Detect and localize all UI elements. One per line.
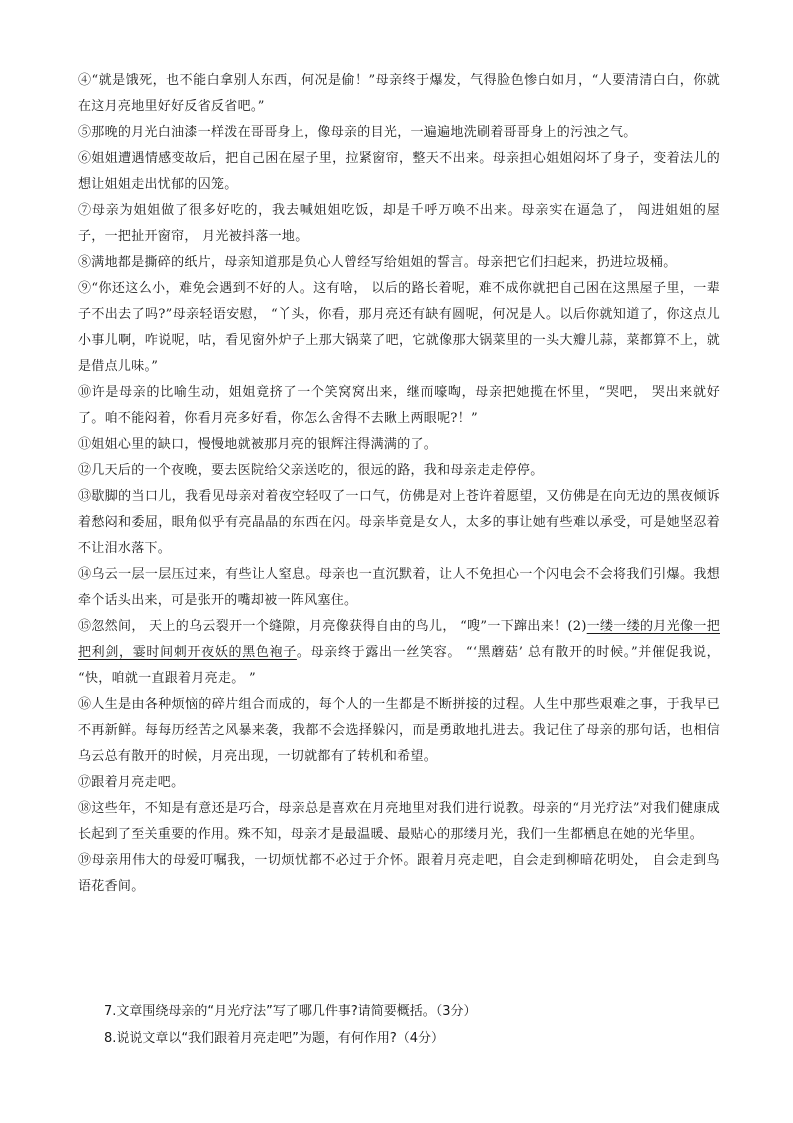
paragraph-14: ⑭乌云一层一层压过来，有些让人窒息。母亲也一直沉默着，让人不免担心一个闪电会不会将我们引爆。我想牵个话头出来，可是张开的嘴却被一阵风塞住。 <box>78 567 720 608</box>
paragraph-7: ⑦母亲为姐姐做了很多好吃的，我去喊姐姐吃饭，却是千呼万唤不出来。母亲实在逼急了， 闯进姐姐的屋子，一把扯开窗帘， 月光被抖落一地。 <box>78 203 720 244</box>
paragraph-13: ⑬歇脚的当口儿，我看见母亲对着夜空轻叹了一口气，仿佛是对上苍许着愿望，又仿佛是在向无边的黑夜倾诉着愁闷和委屈，眼角似乎有亮晶晶的东西在闪。母亲毕竟是女人，太多的事让她有些难以承受，可是她坚忍着不让泪水落下。 <box>78 489 720 556</box>
questions-section <box>104 998 724 1052</box>
paragraph-19: ⑲母亲用伟大的母爱叮嘱我，一切烦忧都不必过于介怀。跟着月亮走吧，自会走到柳暗花明处， 自会走到鸟语花香间。 <box>78 853 720 894</box>
paragraph-9: ⑨“你还这么小，难免会遇到不好的人。这有啥， 以后的路长着呢，难不成你就把自己困在这黑屋子里，一辈子不出去了吗?”母亲轻语安慰， “丫头，你看，那月亮还有缺有圆呢，何况是人。以后你就知道了，你这点儿小事儿啊，咋说呢，咕，看见窗外炉子上那大锅菜了吧，它就像那大锅菜里的一头大瓣儿蒜，菜都算不上，就是借点儿味。” <box>78 281 720 374</box>
underlined-sentence: 一缕一缕的月光像一把把利剑，霎时间刺开夜妖的黑色袍子 <box>78 619 720 660</box>
paragraph-10: ⑩许是母亲的比喻生动，姐姐竟挤了一个笑窝窝出来，继而嚎啕，母亲把她揽在怀里，“哭吧， 哭出来就好了。咱不能闷着，你看月亮多好看，你怎么舍得不去瞅上两眼呢?！” <box>78 385 720 426</box>
paragraph-5: ⑤那晚的月光白油漆一样泼在哥哥身上，像母亲的目光，一遍遍地洗刷着哥哥身上的污浊之气。 <box>78 125 637 140</box>
paragraph-8: ⑧满地都是撕碎的纸片，母亲知道那是负心人曾经写给姐姐的誓言。母亲把它们扫起来，扔进垃圾桶。 <box>78 255 677 270</box>
paragraph-15 <box>78 614 720 692</box>
paragraph-17: ⑰跟着月亮走吧。 <box>78 775 185 790</box>
question-8: 8.说说文章以“我们跟着月亮走吧”为题，有何作用?（4分） <box>104 1031 445 1046</box>
question-7: 7.文章围绕母亲的“月光疗法”写了哪几件事?请简要概括。（3分） <box>104 1004 477 1019</box>
paragraph-4: ④“就是饿死，也不能白拿别人东西，何况是偷！”母亲终于爆发，气得脸色惨白如月，“人要清清白白，你就在这月亮地里好好反省反省吧。” <box>78 73 720 114</box>
article-body <box>78 68 720 900</box>
paragraph-18: ⑱这些年，不知是有意还是巧合，母亲总是喜欢在月亮地里对我们进行说教。母亲的“月光疗法”对我们健康成长起到了至关重要的作用。殊不知，母亲才是最温暖、最贴心的那缕月光，我们一生都栖息在她的光华里。 <box>78 801 720 842</box>
paragraph-15-suffix: 。母亲终于露出一丝笑容。 “‘黑蘑菇’ 总有散开的时候。”并催促我说， “快，咱就一直跟着月亮走。 ” <box>78 645 720 686</box>
paragraph-12: ⑫几天后的一个夜晚，要去医院给父亲送吃的，很远的路，我和母亲走走停停。 <box>78 463 544 478</box>
paragraph-11: ⑪姐姐心里的缺口，慢慢地就被那月亮的银辉注得满满的了。 <box>78 437 438 452</box>
paragraph-6: ⑥姐姐遭遇情感变故后，把自己困在屋子里，拉紧窗帘，整天不出来。母亲担心姐姐闷坏了身子，变着法儿的想让姐姐走出忧郁的囚笼。 <box>78 151 720 192</box>
paragraph-16: ⑯人生是由各种烦恼的碎片组合而成的，每个人的一生都是不断拼接的过程。人生中那些艰难之事，于我早已不再新鲜。每每历经苦之风暴来袭，我都不会选择躲闪，而是勇敢地扎进去。我记住了母亲的那句话，也相信乌云总有散开的时候，月亮出现，一切就都有了转机和希望。 <box>78 697 720 764</box>
paragraph-15-prefix: ⑮忽然间， 天上的乌云裂开一个缝隙，月亮像获得自由的鸟儿， “嗖”一下蹿出来！(2) <box>78 619 587 634</box>
